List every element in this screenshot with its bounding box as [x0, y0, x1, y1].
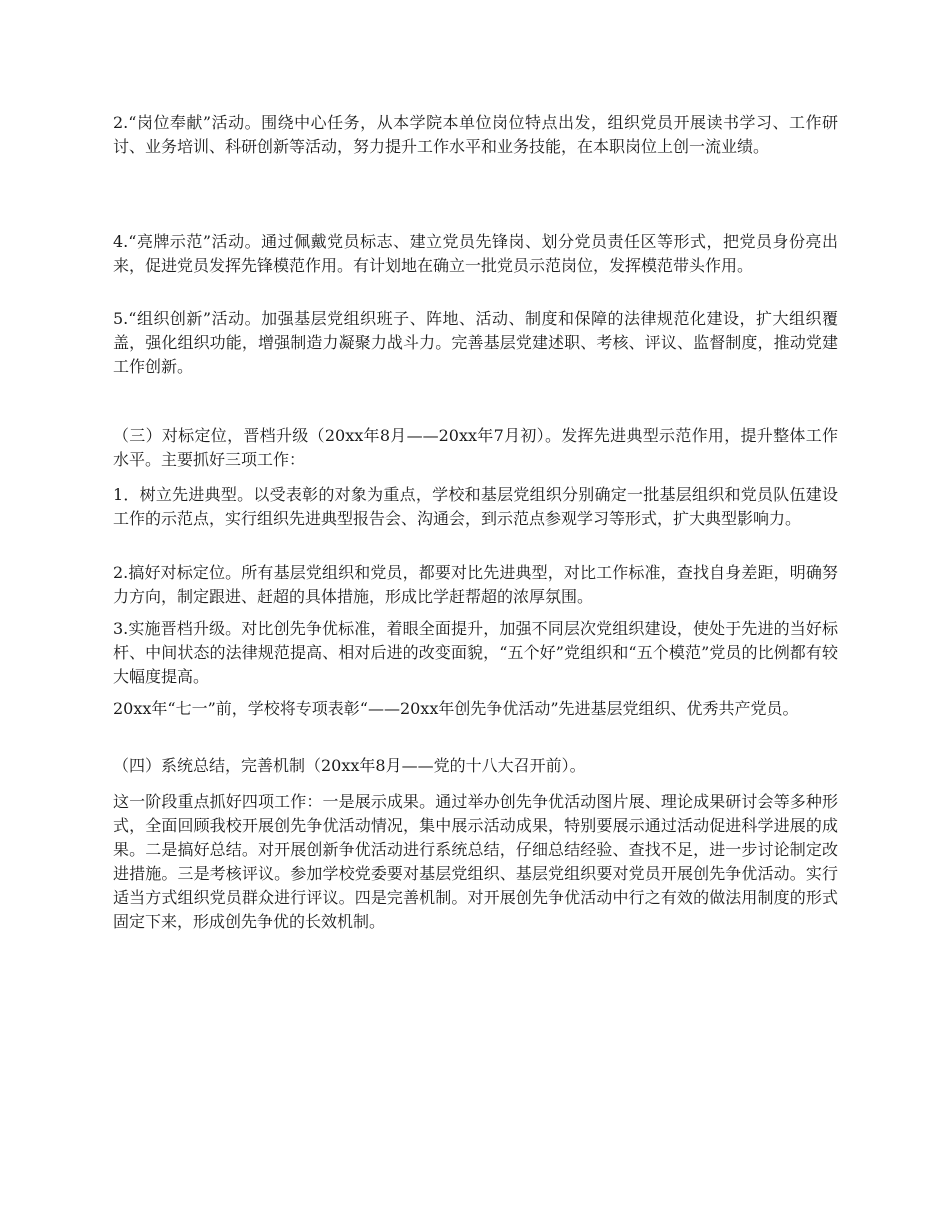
paragraph-commendation: 20xx年“七一”前，学校将专项表彰“——20xx年创先争优活动”先进基层党组织、优秀共产党员。: [113, 699, 799, 718]
paragraph-badge-demonstration: 4.“亮牌示范”活动。通过佩戴党员标志、建立党员先锋岗、划分党员责任区等形式，把党员身份亮出来，促进党员发挥先锋模范作用。有计划地在确立一批党员示范岗位，发挥模范带头作用。: [113, 232, 838, 275]
paragraph-post-dedication: 2.“岗位奉献”活动。围绕中心任务，从本学院本单位岗位特点出发，组织党员开展读书学习、工作研讨、业务培训、科研创新等活动，努力提升工作水平和业务技能，在本职岗位上创一流业绩。: [113, 113, 838, 156]
paragraph-section-three-heading: （三）对标定位，晋档升级（20xx年8月——20xx年7月初）。发挥先进典型示范作用，提升整体工作水平。主要抓好三项工作：: [113, 426, 838, 469]
paragraph-organization-innovation: 5.“组织创新”活动。加强基层党组织班子、阵地、活动、制度和保障的法律规范化建设，扩大组织覆盖，强化组织功能，增强制造力凝聚力战斗力。完善基层党建述职、考核、评议、监督制度，推动党建工作创新。: [113, 309, 838, 376]
paragraph-section-four-heading: （四）系统总结，完善机制（20xx年8月——党的十八大召开前）。: [113, 756, 586, 775]
paragraph-benchmark-positioning: 2.搞好对标定位。所有基层党组织和党员，都要对比先进典型，对比工作标准，查找自身差距，明确努力方向，制定跟进、赶超的具体措施，形成比学赶帮超的浓厚氛围。: [113, 563, 838, 606]
paragraph-upgrade-levels: 3.实施晋档升级。对比创先争优标准，着眼全面提升，加强不同层次党组织建设，使处于先进的当好标杆、中间状态的法律规范提高、相对后进的改变面貌，“五个好”党组织和“五个模范”党员的比例都有较大幅度提高。: [113, 619, 838, 686]
paragraph-summary-work: 这一阶段重点抓好四项工作：一是展示成果。通过举办创先争优活动图片展、理论成果研讨会等多种形式，全面回顾我校开展创先争优活动情况，集中展示活动成果，特别要展示通过活动促进科学进展的成果。二是搞好总结。对开展创新争优活动进行系统总结，仔细总结经验、查找不足，进一步讨论制定改进措施。三是考核评议。参加学校党委要对基层党组织、基层党组织要对党员开展创先争优活动。实行适当方式组织党员群众进行评议。四是完善机制。对开展创先争优活动中行之有效的做法用制度的形式固定下来，形成创先争优的长效机制。: [113, 792, 838, 931]
paragraph-establish-models: 1．树立先进典型。以受表彰的对象为重点，学校和基层党组织分别确定一批基层组织和党员队伍建设工作的示范点，实行组织先进典型报告会、沟通会，到示范点参观学习等形式，扩大典型影响力。: [113, 485, 838, 528]
